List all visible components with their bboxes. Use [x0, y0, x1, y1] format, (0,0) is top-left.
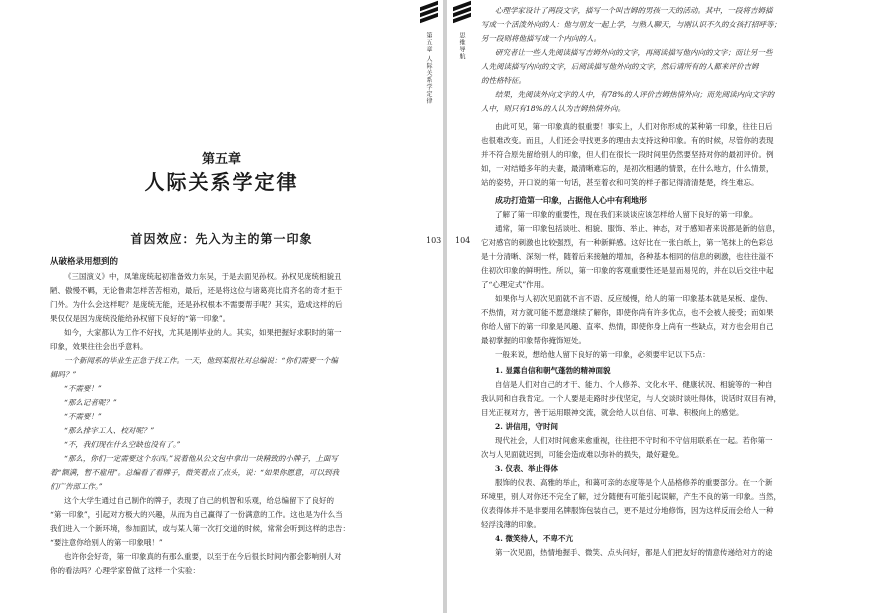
- point-line: 目光正视对方，善于运用眼神交流，就会给人以自信、可靠、积极向上的感觉。: [481, 408, 744, 417]
- paragraph-line: “不，我们现在什么空缺也没有了。”: [64, 440, 181, 449]
- paragraph-line: “要注意你给别人的第一印象哦！”: [50, 538, 163, 547]
- paragraph-line: 通常，第一印象包括谈吐、相貌、服饰、举止、神态，对于感知者来说都是新的信息，: [495, 224, 780, 233]
- paragraph-line: 你给人留下的第一印象是风趣、直率、热情，即使你身上尚有一些缺点，对方也会用自己: [481, 322, 774, 331]
- paragraph-line: 也很难改变。而且，人们还会寻找更多的理由去支持这种印象。有的时候，尽管你的表现: [481, 136, 774, 145]
- chapter-label: 第五章: [201, 152, 241, 167]
- paragraph-line: 最初掌握的印象帮你掩饰短处。: [481, 336, 586, 345]
- experiment-block: [481, 4, 781, 116]
- experiment-line: 人中，则只有18%的人认为吉姆热情外向。: [481, 104, 626, 113]
- point-line: 服饰的仪表、高雅的举止，和蔼可亲的态度等是个人品格修养的重要部分。在一个新: [495, 478, 773, 487]
- point-line: 第一次见面，热情地握手、微笑、点头问好，都是人们把友好的情意传递给对方的途: [495, 548, 773, 557]
- paragraph-line: 不热情，对方就可能不愿意继续了解你，即使你尚有许多优点，也不会被人接受；而如果: [481, 308, 774, 317]
- point-heading: 3. 仪表、举止得体: [495, 464, 558, 473]
- paragraph-line: 一般来说，想给他人留下良好的第一印象，必须要牢记以下5点：: [495, 350, 710, 359]
- publisher-logo-icon: [420, 4, 438, 26]
- paragraph-line: 由此可见，第一印象真的很重要！事实上，人们对你形成的某种第一印象，往往日后: [495, 122, 773, 131]
- paragraph-line: 它对感官的刺激也比较强烈，有一种新鲜感。这好比在一张白纸上，第一笔抹上的色彩总: [481, 238, 774, 247]
- point-line: 轻浮浅薄的印象。: [481, 520, 541, 529]
- point-heading: 4. 微笑待人，不卑不亢: [495, 534, 573, 543]
- chapter-title: 人际关系学定律: [144, 170, 299, 194]
- paragraph-line: 果仅仅是因为庞统没能给孙权留下良好的“第一印象”。: [50, 314, 231, 323]
- point-line: 环境里，别人对你还不完全了解，过分随便有可能引起误解，产生不良的第一印象。当然，: [481, 492, 781, 501]
- paragraph-line: “那么记者呢？”: [64, 398, 117, 407]
- paragraph-line: 我们进入一个新环境，参加面试，或与某人第一次打交道的时候，常常会听到这样的忠告：: [50, 524, 350, 533]
- paragraph-block-b: [481, 208, 780, 362]
- experiment-line: 写成一个活泼外向的人：他与朋友一起上学，与熟人聊天，与刚认识不久的女孩打招呼等；: [481, 20, 781, 29]
- paragraph-line: 《三国演义》中，凤雏庞统起初准备效力东吴，于是去面见孙权。孙权见庞统相貌丑: [64, 272, 342, 281]
- point-line: 自信是人们对自己的才干、能力、个人修养、文化水平、健康状况、相貌等的一种自: [495, 380, 773, 389]
- experiment-line: 心理学家设计了两段文字，描写一个叫吉姆的男孩一天的活动。其中，一段将吉姆描: [495, 6, 773, 15]
- paragraph-line: 如，一对结婚多年的夫妻，最清晰难忘的，是初次相遇的情景，在什么地方，什么情景，: [481, 164, 774, 173]
- experiment-line: 研究者让一些人先阅读描写吉姆外向的文字，再阅读描写他内向的文字；而让另一些: [495, 48, 773, 57]
- paragraph-line: 住初次印象的鲜明性。所以，第一印象的客观重要性还是显而易见的，并在以后交往中起: [481, 266, 774, 275]
- experiment-line: 结果，先阅读外向文字的人中，有78%的人评价吉姆热情外向；而先阅读内向文字的: [495, 90, 775, 99]
- paragraph-line: 门外。为什么会这样呢？是庞统无能，还是孙权根本不需要帮手呢？其实，造成这样的后: [50, 300, 343, 309]
- paragraph-block-a: [481, 120, 774, 190]
- point-line: 仪表得体并不是非要用名牌服饰包装自己，更不是过分地修饰，因为这样反而会给人一种: [481, 506, 774, 515]
- publisher-logo-icon: [453, 4, 471, 26]
- point-line: 次与人见面就迟到，可能会造成难以弥补的损失，最好避免。: [481, 450, 684, 459]
- subheading: 从破格录用想到的: [50, 257, 119, 267]
- paragraph-line: “那么，你们一定需要这个东西。”说着他从公文包中拿出一块精致的小牌子，上面写: [64, 454, 338, 463]
- paragraph-line: 了解了第一印象的重要性，现在我们来谈谈应该怎样给人留下良好的第一印象。: [495, 210, 758, 219]
- paragraph-line: 印象，效果往往会出乎意料。: [50, 342, 148, 351]
- paragraph-line: 们广告部工作。”: [50, 482, 103, 491]
- paragraph-line: “第一印象”，引起对方极大的兴趣，从而为自己赢得了一份满意的工作。这也是为什么当: [50, 510, 343, 519]
- points-block: [481, 364, 781, 560]
- paragraph-line: 着“额满，暂不雇用”。总编看了看牌子，微笑着点了点头，说：“如果你愿意，可以到我: [50, 468, 340, 477]
- experiment-line: 的性格特征。: [481, 76, 526, 85]
- left-body: [50, 270, 350, 578]
- paragraph-line: 你的看法吗？心理学家曾做了这样一个实验：: [50, 566, 200, 575]
- paragraph-line: 是十分清晰、深刻一样，随着后来接触的增加，各种基本相同的信息的刺激，也往往溢不: [481, 252, 774, 261]
- paragraph-line: 一个新闻系的毕业生正急于找工作。一天，他到某报社对总编说：“你们需要一个编: [64, 356, 338, 365]
- paragraph-line: 站的姿势，开口说的第一句话，甚至着衣和可笑的样子都记得清清楚楚，终生难忘。: [481, 178, 759, 187]
- paragraph-line: 也许你会好奇，第一印象真的有那么重要，以至于在今后很长时间内都会影响别人对: [64, 552, 342, 561]
- paragraph-line: 了“心理定式”作用。: [481, 280, 549, 289]
- left-page: [0, 0, 443, 613]
- paragraph-line: “那么排字工人、校对呢？”: [64, 426, 155, 435]
- paragraph-line: 陋、傲慢不羁，无论鲁肃怎样苦苦相劝，最后，还是将这位与诸葛亮比肩齐名的奇才拒于: [50, 286, 343, 295]
- paragraph-line: 如今，大家都认为工作不好找，尤其是刚毕业的人。其实，如果把握好求职时的第一: [64, 328, 342, 337]
- point-line: 现代社会，人们对时间愈来愈重视，往往把不守时和不守信用联系在一起。若你第一: [495, 436, 773, 445]
- experiment-line: 人先阅读描写内向的文字，后阅读描写他外向的文字，然后请所有的人都来评价吉姆: [481, 62, 759, 71]
- paragraph-line: 辑吗？”: [50, 370, 77, 379]
- point-heading: 1. 显露自信和朝气蓬勃的精神面貌: [495, 366, 611, 375]
- page-number: 104: [455, 236, 471, 245]
- section-title: 首因效应：先入为主的第一印象: [130, 232, 313, 246]
- subheading: 成功打造第一印象，占据他人心中有利地形: [495, 195, 647, 205]
- running-head: 思维导航: [458, 32, 465, 60]
- paragraph-line: 如果你与人初次见面就不言不语、反应缓慢，给人的第一印象基本就是呆板、虚伪、: [495, 294, 773, 303]
- point-heading: 2. 讲信用，守时间: [495, 422, 558, 431]
- paragraph-line: “不需要！”: [64, 412, 102, 421]
- paragraph-line: “不需要！”: [64, 384, 102, 393]
- point-line: 我认同和自我肯定。一个人要是走路时步伐坚定，与人交谈时谈吐得体，说话时双目有神，: [481, 394, 781, 403]
- running-head: 第五章 人际关系学定律: [425, 32, 432, 105]
- right-page: [447, 0, 892, 613]
- page-number: 103: [426, 236, 442, 245]
- paragraph-line: 并不符合原先留给别人的印象，但人们在很长一段时间里仍然要坚持对你的最初评价。例: [481, 150, 774, 159]
- paragraph-line: 这个大学生通过自己制作的牌子，表现了自己的机智和乐观，给总编留下了良好的: [64, 496, 334, 505]
- experiment-line: 另一段则将他描写成一个内向的人。: [481, 34, 601, 43]
